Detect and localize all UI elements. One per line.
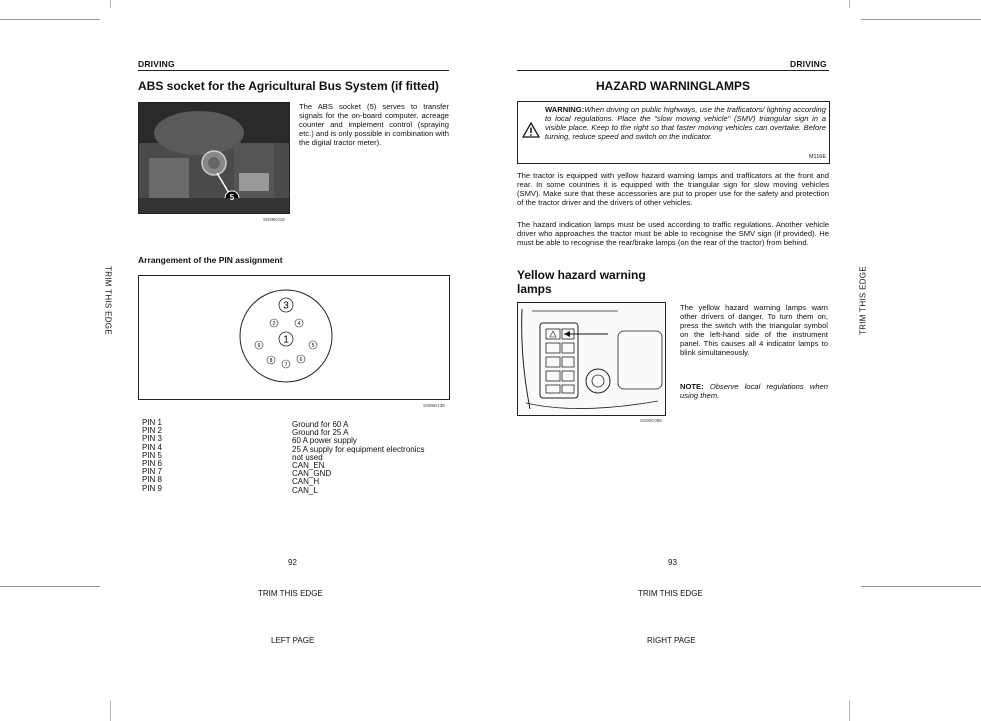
connector-pin-5: 5 [311, 343, 315, 349]
connector-diagram [139, 276, 449, 399]
pin-label: PIN 1 [142, 419, 163, 427]
warning-text: When driving on public highways, use the trafficators/ lighting according to local regulations. Place the "slow moving vehicle" (SMV) triangular sign in a visible place. Keep to the right so that faster moving vehicles can overtake. Before turning, reduce speed and switch on the indicator. [545, 105, 826, 141]
pin-value: not used [292, 453, 323, 462]
pin-value: Ground for 25 A [292, 428, 349, 438]
section-header: DRIVING [138, 59, 175, 69]
diagram-code: SS99D138 [423, 403, 445, 408]
instrument-panel-drawing [518, 303, 665, 415]
table-row [142, 485, 318, 495]
pin-label: PIN 2 [142, 427, 163, 436]
pin-value: 25 A supply for equipment electronics [292, 444, 425, 454]
pin-label: PIN 7 [142, 468, 163, 477]
connector-pin-2: 2 [272, 321, 276, 327]
page-number-left: 92 [288, 558, 297, 567]
paragraph-2: The hazard indication lamps must be used according to traffic regulations. Another vehicle driver who approaches the tractor must be able to recognise the SMV sign (if provided). He must be able to recognise the rear/brake lamps (on the rear of the tractor) from behind. [517, 220, 829, 247]
note-block [680, 382, 828, 400]
warning-label: WARNING: [545, 105, 585, 114]
page-number-right: 93 [668, 558, 677, 567]
photo-code: SS00C088 [640, 418, 662, 423]
paragraph-1: The tractor is equipped with yellow hazard warning lamps and trafficators at the front and rear. In some countries it is equipped with the triangular sign for slow moving vehicles (SMV). Make sure that these accessories are put to proper use for the safety and protection of the tractor driver and the drivers of other vehicles. [517, 171, 829, 207]
connector-pin-8: 8 [269, 358, 273, 364]
trim-label-right: TRIM THIS EDGE [638, 589, 703, 598]
pin-value: CAN_GND [292, 469, 332, 479]
lamp-description: The yellow hazard warning lamps warn other drivers of danger. To turn them on, press the switch with the triangular symbol on the left-hand side of the instrument panel. This causes all 4 indicator lamps to blink simultaneously. [680, 303, 828, 357]
trim-label-left: TRIM THIS EDGE [258, 589, 323, 598]
crop-mark [0, 586, 100, 587]
pin-value: CAN_H [292, 477, 320, 487]
header-rule [517, 70, 829, 71]
pin-list [142, 419, 452, 499]
abs-socket-photo-graphic [139, 103, 289, 213]
crop-mark [849, 0, 850, 8]
connector-pin-1: 1 [283, 334, 289, 346]
crop-mark [110, 700, 111, 721]
pin-diagram-box [138, 275, 450, 400]
section-subtitle-line: Yellow hazard warning [517, 268, 646, 282]
connector-pin-3: 3 [283, 300, 289, 312]
connector-pin-4: 4 [297, 321, 301, 327]
warning-box [517, 101, 830, 164]
page-title: ABS socket for the Agricultural Bus System (if fitted) [138, 79, 439, 93]
connector-pin-9: 9 [257, 343, 261, 349]
abs-socket-photo [138, 102, 290, 214]
pin-value: CAN_EN [292, 461, 325, 471]
pin-label: PIN 4 [142, 443, 163, 452]
abs-description: The ABS socket (5) serves to transfer signals for the on-board computer, acreage counter and implement control (spraying etc.) and is only possible in combination with the digital tractor meter). [299, 102, 449, 147]
warning-text-block [545, 105, 826, 141]
header-rule [138, 70, 449, 71]
crop-mark [861, 19, 981, 20]
instrument-panel-photo [517, 302, 666, 416]
crop-mark [849, 700, 850, 721]
page-title: HAZARD WARNINGLAMPS [596, 79, 750, 93]
crop-mark [861, 586, 981, 587]
side-trim-label-left: TRIM THIS EDGE [103, 266, 113, 335]
section-subtitle-line: lamps [517, 282, 552, 296]
pin-label: PIN 5 [142, 451, 163, 460]
note-label: NOTE: [680, 382, 704, 391]
connector-pin-7: 7 [284, 362, 288, 368]
crop-mark [0, 19, 100, 20]
pin-value: CAN_L [292, 485, 318, 495]
photo-code: SD99K018 [263, 217, 285, 222]
pin-value: 60 A power supply [292, 436, 357, 446]
photo-callout: 5 [229, 193, 235, 202]
crop-mark [110, 0, 111, 8]
page-side-label-right: RIGHT PAGE [647, 636, 696, 645]
section-subtitle [517, 268, 646, 296]
pin-label: PIN 6 [142, 460, 163, 468]
pin-label: PIN 9 [142, 484, 163, 493]
page-side-label-left: LEFT PAGE [271, 636, 315, 645]
pin-value: Ground for 60 A [292, 420, 349, 430]
note-text: Observe local regulations when using them. [680, 382, 828, 400]
connector-pin-6: 6 [299, 357, 303, 363]
warning-triangle-icon [522, 122, 540, 138]
pin-heading: Arrangement of the PIN assignment [138, 255, 283, 265]
pin-label: PIN 8 [142, 476, 163, 485]
side-trim-label-right: TRIM THIS EDGE [858, 266, 868, 335]
section-header: DRIVING [790, 59, 827, 69]
warning-code: M116E [808, 154, 826, 160]
pin-label: PIN 3 [142, 435, 163, 444]
